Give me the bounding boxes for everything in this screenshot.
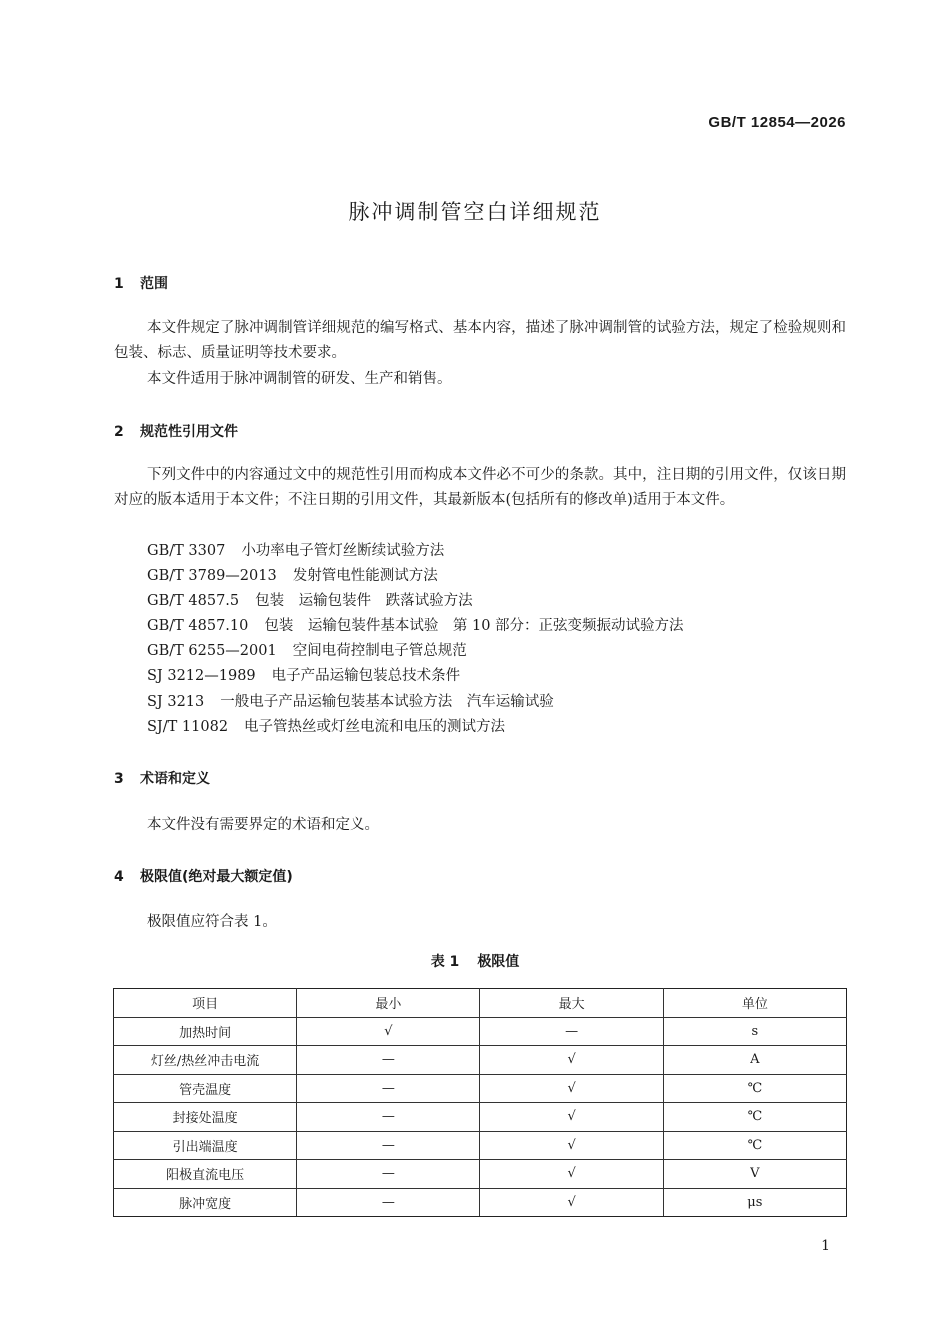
reference-code: GB/T 6255—2001 [147, 643, 277, 660]
document-title: 脉冲调制管空白详细规范 [348, 200, 602, 224]
section-number: 4 [114, 869, 124, 885]
section-number: 3 [114, 771, 124, 787]
cell-unit: ℃ [663, 1074, 846, 1103]
cell-min: — [297, 1046, 480, 1075]
section-title: 术语和定义 [140, 771, 210, 787]
cell-unit: A [663, 1046, 846, 1075]
cell-unit: μs [663, 1188, 846, 1217]
reference-list [147, 539, 684, 740]
reference-title: 包装 运输包装件基本试验 第 10 部分：正弦变频振动试验方法 [264, 618, 684, 635]
cell-unit: ℃ [663, 1103, 846, 1132]
cell-min: — [297, 1160, 480, 1189]
cell-max: — [480, 1017, 663, 1046]
cell-min: √ [297, 1017, 480, 1046]
column-header-item: 项目 [114, 989, 297, 1018]
section-heading-scope [114, 273, 168, 293]
section-heading-normative-references [114, 421, 238, 441]
reference-title: 发射管电性能测试方法 [292, 568, 438, 585]
cell-min: — [297, 1103, 480, 1132]
cell-min: — [297, 1074, 480, 1103]
page-number: 1 [821, 1238, 830, 1254]
table-row [114, 1188, 847, 1217]
table-row [114, 1046, 847, 1075]
reference-code: GB/T 4857.5 [147, 593, 240, 610]
reference-title: 包装 运输包装件 跌落试验方法 [255, 593, 473, 610]
cell-item: 脉冲宽度 [114, 1188, 297, 1217]
table-row [114, 1074, 847, 1103]
reference-code: GB/T 3789—2013 [147, 568, 277, 585]
column-header-unit: 单位 [663, 989, 846, 1018]
cell-max: √ [480, 1074, 663, 1103]
reference-item [147, 664, 684, 689]
column-header-min: 最小 [297, 989, 480, 1018]
column-header-max: 最大 [480, 989, 663, 1018]
table-caption-title: 极限值 [477, 954, 520, 970]
scope-paragraph-1: 本文件规定了脉冲调制管详细规范的编写格式、基本内容，描述了脉冲调制管的试验方法，规定了检验规则和包装、标志、质量证明等技术要求。 [114, 320, 846, 361]
reference-code: SJ/T 11082 [147, 718, 229, 735]
table-row [114, 1131, 847, 1160]
scope-paragraph-2: 本文件适用于脉冲调制管的研发、生产和销售。 [147, 371, 452, 387]
cell-item: 灯丝/热丝冲击电流 [114, 1046, 297, 1075]
table-caption-number: 表 1 [430, 954, 460, 970]
section-number: 1 [114, 276, 124, 292]
cell-unit: ℃ [663, 1131, 846, 1160]
section-title: 规范性引用文件 [140, 424, 238, 440]
cell-min: — [297, 1131, 480, 1160]
limits-table [113, 988, 847, 1217]
reference-item [147, 715, 684, 740]
normative-intro-paragraph: 下列文件中的内容通过文中的规范性引用而构成本文件必不可少的条款。其中，注日期的引用文件，仅该日期对应的版本适用于本文件；不注日期的引用文件，其最新版本(包括所有的修改单)适用于本文件。 [114, 467, 846, 508]
section-title: 极限值(绝对最大额定值) [140, 869, 293, 885]
cell-item: 加热时间 [114, 1017, 297, 1046]
cell-unit: s [663, 1017, 846, 1046]
table-row [114, 1017, 847, 1046]
table-row [114, 1103, 847, 1132]
reference-title: 空间电荷控制电子管总规范 [292, 643, 467, 660]
cell-max: √ [480, 1046, 663, 1075]
cell-unit: V [663, 1160, 846, 1189]
table-row [114, 1160, 847, 1189]
cell-max: √ [480, 1188, 663, 1217]
cell-item: 封接处温度 [114, 1103, 297, 1132]
reference-item [147, 614, 684, 639]
cell-item: 管壳温度 [114, 1074, 297, 1103]
terms-paragraph: 本文件没有需要界定的术语和定义。 [147, 817, 379, 833]
reference-title: 电子产品运输包装总技术条件 [271, 668, 461, 685]
reference-item [147, 690, 684, 715]
table-caption [0, 951, 950, 971]
cell-item: 引出端温度 [114, 1131, 297, 1160]
cell-min: — [297, 1188, 480, 1217]
section-heading-terms [114, 768, 210, 788]
reference-code: SJ 3213 [147, 693, 205, 710]
reference-item [147, 589, 684, 614]
reference-item [147, 564, 684, 589]
reference-code: GB/T 4857.10 [147, 618, 249, 635]
reference-code: SJ 3212—1989 [147, 668, 256, 685]
reference-code: GB/T 3307 [147, 543, 226, 559]
cell-item: 阳极直流电压 [114, 1160, 297, 1189]
reference-title: 电子管热丝或灯丝电流和电压的测试方法 [244, 718, 506, 735]
reference-title: 一般电子产品运输包装基本试验方法 汽车运输试验 [220, 693, 554, 710]
section-title: 范围 [140, 276, 168, 292]
cell-max: √ [480, 1160, 663, 1189]
limits-paragraph: 极限值应符合表 1。 [147, 914, 277, 930]
reference-item [147, 539, 684, 564]
standard-code: GB/T 12854—2026 [708, 114, 846, 131]
section-number: 2 [114, 424, 124, 440]
cell-max: √ [480, 1131, 663, 1160]
cell-max: √ [480, 1103, 663, 1132]
table-header-row [114, 989, 847, 1018]
section-heading-limits [114, 866, 293, 886]
reference-title: 小功率电子管灯丝断续试验方法 [241, 543, 445, 559]
reference-item [147, 639, 684, 664]
